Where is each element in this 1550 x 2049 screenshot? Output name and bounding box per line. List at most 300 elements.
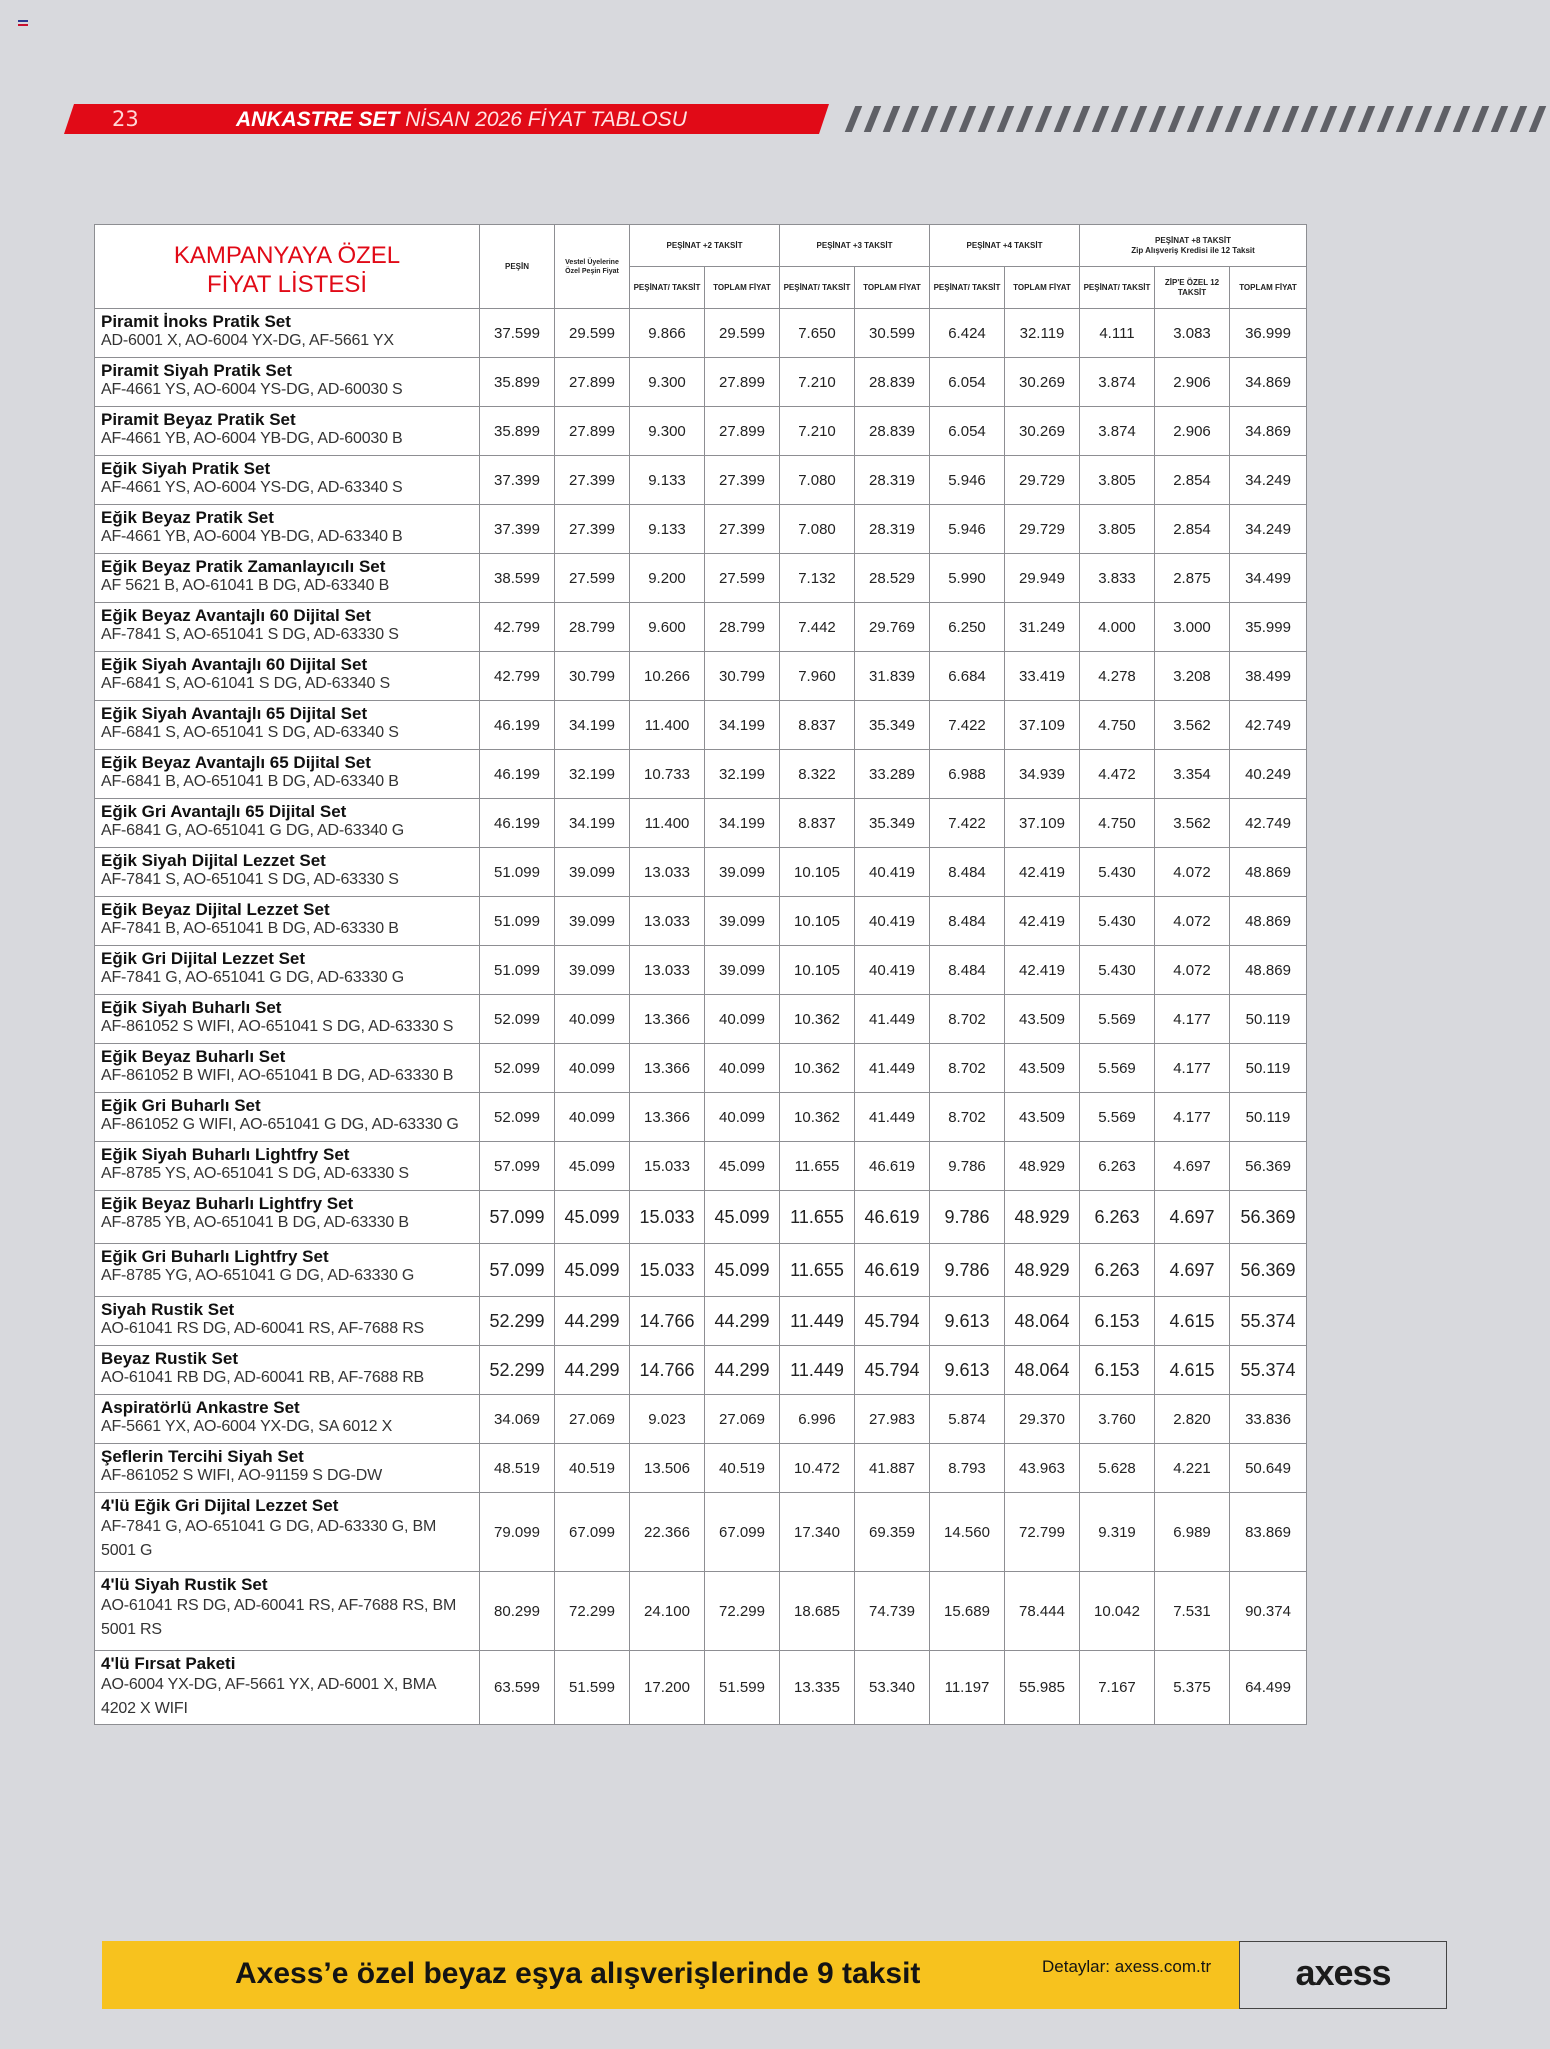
table-row [95,456,1307,505]
table-row [95,799,1307,848]
price-cell: 4.072 [1155,946,1230,995]
price-cell: 28.799 [705,603,780,652]
header-stripes [842,104,1542,134]
product-name: Eğik Siyah Avantajlı 60 Dijital Set [101,655,368,674]
product-models: AF-861052 S WIFI, AO-651041 S DG, AD-63330 S [101,1018,454,1035]
price-cell: 4.697 [1155,1191,1230,1244]
price-cell: 6.250 [930,603,1005,652]
price-cell: 5.569 [1080,1044,1155,1093]
price-cell: 10.733 [630,750,705,799]
price-cell: 31.839 [855,652,930,701]
price-cell: 28.839 [855,407,930,456]
price-cell: 5.375 [1155,1651,1230,1725]
price-cell: 2.820 [1155,1395,1230,1444]
product-cell [95,456,480,505]
axess-logo: axess [1295,1952,1391,1993]
price-cell: 33.836 [1230,1395,1307,1444]
table-row [95,750,1307,799]
price-cell: 56.369 [1230,1191,1307,1244]
price-cell: 35.899 [480,358,555,407]
product-name: 4'lü Eğik Gri Dijital Lezzet Set [101,1496,339,1515]
header-stripe [1263,106,1281,132]
price-cell: 10.105 [780,946,855,995]
table-row [95,652,1307,701]
price-cell: 7.080 [780,505,855,554]
price-cell: 51.599 [705,1651,780,1725]
product-cell [95,995,480,1044]
price-cell: 6.684 [930,652,1005,701]
price-cell: 8.837 [780,701,855,750]
price-cell: 35.349 [855,799,930,848]
price-cell: 57.099 [480,1244,555,1297]
header-stripe [902,106,920,132]
price-cell: 8.484 [930,897,1005,946]
price-cell: 6.054 [930,407,1005,456]
header-stripe [1016,106,1034,132]
price-cell: 31.249 [1005,603,1080,652]
price-cell: 5.628 [1080,1444,1155,1493]
price-cell: 8.837 [780,799,855,848]
header-stripe [1453,106,1471,132]
price-cell: 34.249 [1230,456,1307,505]
price-cell: 38.499 [1230,652,1307,701]
product-cell [95,1044,480,1093]
price-cell: 45.099 [705,1142,780,1191]
table-row [95,1044,1307,1093]
price-cell: 2.854 [1155,505,1230,554]
price-cell: 48.929 [1005,1142,1080,1191]
page-number: 23 [112,107,139,131]
price-cell: 43.509 [1005,1093,1080,1142]
price-cell: 44.299 [555,1297,630,1346]
price-cell: 13.366 [630,1093,705,1142]
table-row [95,1651,1307,1725]
product-name: Eğik Beyaz Avantajlı 65 Dijital Set [101,753,371,772]
product-models: AF-4661 YS, AO-6004 YS-DG, AD-63340 S [101,479,403,496]
price-cell: 69.359 [855,1493,930,1572]
product-name: Eğik Beyaz Pratik Set [101,508,274,527]
table-row [95,1572,1307,1651]
product-cell [95,750,480,799]
price-cell: 42.419 [1005,897,1080,946]
price-cell: 9.133 [630,456,705,505]
product-cell [95,358,480,407]
table-row [95,407,1307,456]
col-group-3-taksit: PEŞİNAT +3 TAKSİT [780,225,930,267]
product-name: Eğik Gri Avantajlı 65 Dijital Set [101,802,347,821]
product-cell [95,554,480,603]
price-cell: 7.960 [780,652,855,701]
product-models: AF-8785 YS, AO-651041 S DG, AD-63330 S [101,1165,409,1182]
price-cell: 13.366 [630,995,705,1044]
price-cell: 43.509 [1005,1044,1080,1093]
price-cell: 28.799 [555,603,630,652]
price-cell: 6.424 [930,309,1005,358]
price-cell: 9.200 [630,554,705,603]
price-cell: 4.111 [1080,309,1155,358]
price-cell: 46.619 [855,1142,930,1191]
price-cell: 46.619 [855,1244,930,1297]
price-cell: 29.729 [1005,456,1080,505]
header-stripe [1130,106,1148,132]
price-cell: 27.399 [555,456,630,505]
price-cell: 17.340 [780,1493,855,1572]
price-cell: 10.266 [630,652,705,701]
price-cell: 34.869 [1230,358,1307,407]
price-cell: 43.963 [1005,1444,1080,1493]
price-cell: 42.749 [1230,701,1307,750]
price-cell: 40.519 [705,1444,780,1493]
header-stripe [1358,106,1376,132]
table-row [95,505,1307,554]
price-cell: 4.278 [1080,652,1155,701]
price-cell: 4.615 [1155,1346,1230,1395]
price-cell: 11.655 [780,1191,855,1244]
price-cell: 35.899 [480,407,555,456]
price-cell: 10.362 [780,995,855,1044]
price-cell: 83.869 [1230,1493,1307,1572]
table-row [95,1191,1307,1244]
product-name: Eğik Beyaz Pratik Zamanlayıcılı Set [101,557,386,576]
price-cell: 27.399 [555,505,630,554]
price-cell: 46.199 [480,750,555,799]
price-cell: 45.099 [555,1191,630,1244]
price-cell: 33.289 [855,750,930,799]
table-row [95,1493,1307,1572]
price-cell: 8.702 [930,1093,1005,1142]
price-cell: 30.269 [1005,358,1080,407]
price-cell: 56.369 [1230,1244,1307,1297]
header-stripe [1206,106,1224,132]
price-cell: 27.899 [555,358,630,407]
price-cell: 4.750 [1080,701,1155,750]
price-cell: 79.099 [480,1493,555,1572]
price-cell: 4.177 [1155,1044,1230,1093]
product-models: AO-6004 YX-DG, AF-5661 YX, AD-6001 X, BMA 4202 X WIFI [101,1676,436,1717]
promo-banner-detail: Detaylar: axess.com.tr [1042,1957,1212,1976]
product-name: Piramit Beyaz Pratik Set [101,410,296,429]
price-cell: 9.786 [930,1191,1005,1244]
header-stripe [921,106,939,132]
price-cell: 78.444 [1005,1572,1080,1651]
price-cell: 2.875 [1155,554,1230,603]
price-cell: 4.472 [1080,750,1155,799]
price-cell: 6.153 [1080,1297,1155,1346]
col-header-vestel: Vestel Üyelerine Özel Peşin Fiyat [555,225,630,309]
header-stripe [1092,106,1110,132]
price-cell: 45.794 [855,1297,930,1346]
sub-header-pesinat-taksit: PEŞİNAT/ TAKSİT [930,267,1005,309]
price-cell: 36.999 [1230,309,1307,358]
price-cell: 46.199 [480,799,555,848]
price-cell: 2.906 [1155,358,1230,407]
price-cell: 42.799 [480,652,555,701]
product-cell [95,1651,480,1725]
product-cell [95,1297,480,1346]
price-cell: 29.949 [1005,554,1080,603]
price-cell: 48.929 [1005,1244,1080,1297]
price-cell: 11.655 [780,1244,855,1297]
header-stripe [1415,106,1433,132]
product-models: AF-8785 YB, AO-651041 B DG, AD-63330 B [101,1214,409,1231]
price-cell: 55.374 [1230,1297,1307,1346]
header-stripe [1529,106,1547,132]
price-cell: 34.199 [705,701,780,750]
sub-header-toplam: TOPLAM FİYAT [1230,267,1307,309]
price-cell: 44.299 [705,1346,780,1395]
price-cell: 72.299 [705,1572,780,1651]
col-group-2-taksit: PEŞİNAT +2 TAKSİT [630,225,780,267]
price-cell: 34.199 [555,799,630,848]
price-cell: 37.399 [480,456,555,505]
price-cell: 3.083 [1155,309,1230,358]
price-cell: 51.599 [555,1651,630,1725]
price-cell: 5.430 [1080,848,1155,897]
price-cell: 43.509 [1005,995,1080,1044]
price-cell: 14.766 [630,1297,705,1346]
corner-mark [18,20,28,28]
price-cell: 28.529 [855,554,930,603]
price-cell: 29.599 [705,309,780,358]
product-name: Aspiratörlü Ankastre Set [101,1398,300,1417]
header-stripe [1434,106,1452,132]
price-cell: 8.484 [930,946,1005,995]
price-cell: 40.099 [555,1093,630,1142]
product-models: AF-7841 G, AO-651041 G DG, AD-63330 G [101,969,404,986]
price-cell: 13.033 [630,848,705,897]
price-cell: 37.109 [1005,701,1080,750]
product-name: Eğik Gri Buharlı Lightfry Set [101,1247,329,1266]
price-cell: 7.422 [930,701,1005,750]
price-table-body [95,309,1307,1725]
price-cell: 9.600 [630,603,705,652]
price-cell: 4.177 [1155,1093,1230,1142]
price-cell: 3.805 [1080,505,1155,554]
price-cell: 27.899 [555,407,630,456]
price-cell: 30.599 [855,309,930,358]
product-name: Siyah Rustik Set [101,1300,235,1319]
price-cell: 27.069 [705,1395,780,1444]
price-cell: 10.362 [780,1044,855,1093]
price-cell: 3.874 [1080,407,1155,456]
product-models: AF-7841 G, AO-651041 G DG, AD-63330 G, BM 5001 G [101,1518,437,1559]
price-cell: 40.099 [705,1044,780,1093]
price-cell: 90.374 [1230,1572,1307,1651]
table-row [95,995,1307,1044]
product-name: Eğik Siyah Dijital Lezzet Set [101,851,326,870]
product-models: AF-6841 G, AO-651041 G DG, AD-63340 G [101,822,404,839]
product-name: Eğik Beyaz Avantajlı 60 Dijital Set [101,606,371,625]
product-models: AD-6001 X, AO-6004 YX-DG, AF-5661 YX [101,332,394,349]
sub-header-toplam: TOPLAM FİYAT [1005,267,1080,309]
price-cell: 50.119 [1230,1093,1307,1142]
price-cell: 10.105 [780,897,855,946]
sub-header-toplam: TOPLAM FİYAT [705,267,780,309]
price-cell: 8.484 [930,848,1005,897]
header-stripe [1377,106,1395,132]
price-cell: 63.599 [480,1651,555,1725]
price-cell: 39.099 [555,946,630,995]
price-cell: 13.033 [630,946,705,995]
product-name: Eğik Siyah Buharlı Lightfry Set [101,1145,350,1164]
header-stripe [940,106,958,132]
price-cell: 39.099 [705,848,780,897]
product-name: Piramit Siyah Pratik Set [101,361,292,380]
price-cell: 41.887 [855,1444,930,1493]
price-cell: 22.366 [630,1493,705,1572]
header-stripe [1225,106,1243,132]
price-cell: 80.299 [480,1572,555,1651]
price-cell: 9.786 [930,1244,1005,1297]
price-cell: 6.989 [1155,1493,1230,1572]
price-cell: 28.319 [855,456,930,505]
price-cell: 3.562 [1155,799,1230,848]
price-cell: 48.929 [1005,1191,1080,1244]
product-name: Beyaz Rustik Set [101,1349,238,1368]
price-cell: 27.399 [705,456,780,505]
price-cell: 72.799 [1005,1493,1080,1572]
header-stripe [978,106,996,132]
price-cell: 29.729 [1005,505,1080,554]
sub-header-pesinat-taksit: PEŞİNAT/ TAKSİT [1080,267,1155,309]
price-cell: 4.072 [1155,848,1230,897]
product-models: AF-8785 YG, AO-651041 G DG, AD-63330 G [101,1267,415,1284]
product-cell [95,848,480,897]
table-row [95,1395,1307,1444]
product-cell [95,1191,480,1244]
product-cell [95,799,480,848]
price-cell: 15.689 [930,1572,1005,1651]
price-cell: 33.419 [1005,652,1080,701]
price-cell: 45.794 [855,1346,930,1395]
price-cell: 6.153 [1080,1346,1155,1395]
price-cell: 2.854 [1155,456,1230,505]
price-cell: 28.839 [855,358,930,407]
price-cell: 5.946 [930,505,1005,554]
col-group-4-taksit: PEŞİNAT +4 TAKSİT [930,225,1080,267]
price-cell: 7.080 [780,456,855,505]
price-cell: 37.399 [480,505,555,554]
price-cell: 52.299 [480,1297,555,1346]
price-cell: 13.366 [630,1044,705,1093]
product-cell [95,505,480,554]
price-cell: 34.199 [705,799,780,848]
header-stripe [1168,106,1186,132]
price-cell: 37.109 [1005,799,1080,848]
price-cell: 9.133 [630,505,705,554]
price-cell: 11.655 [780,1142,855,1191]
price-cell: 32.199 [705,750,780,799]
price-cell: 48.869 [1230,946,1307,995]
price-cell: 13.033 [630,897,705,946]
header-stripe [845,106,863,132]
header-stripe [1510,106,1528,132]
price-cell: 4.072 [1155,897,1230,946]
price-cell: 40.099 [705,995,780,1044]
header-stripe [1111,106,1129,132]
table-row [95,848,1307,897]
product-cell [95,1395,480,1444]
price-cell: 10.362 [780,1093,855,1142]
header-stripe [997,106,1015,132]
header-stripe [1035,106,1053,132]
product-name: 4'lü Fırsat Paketi [101,1654,236,1673]
price-cell: 3.354 [1155,750,1230,799]
table-title [95,225,480,309]
product-models: AO-61041 RS DG, AD-60041 RS, AF-7688 RS [101,1320,425,1337]
price-cell: 11.400 [630,701,705,750]
price-cell: 13.335 [780,1651,855,1725]
price-cell: 37.599 [480,309,555,358]
product-models: AF-861052 S WIFI, AO-91159 S DG-DW [101,1467,382,1484]
header-stripe [1149,106,1167,132]
price-cell: 8.322 [780,750,855,799]
product-models: AO-61041 RB DG, AD-60041 RB, AF-7688 RB [101,1369,425,1386]
price-cell: 27.599 [555,554,630,603]
price-cell: 4.000 [1080,603,1155,652]
header-stripe [1282,106,1300,132]
header-stripe [883,106,901,132]
product-models: AO-61041 RS DG, AD-60041 RS, AF-7688 RS, BM 5001 RS [101,1597,457,1638]
product-models: AF-7841 B, AO-651041 B DG, AD-63330 B [101,920,399,937]
price-cell: 30.799 [555,652,630,701]
price-cell: 6.263 [1080,1244,1155,1297]
table-row [95,554,1307,603]
table-title-line2: FİYAT LİSTESİ [206,270,368,298]
table-row [95,701,1307,750]
price-cell: 50.649 [1230,1444,1307,1493]
price-cell: 10.105 [780,848,855,897]
price-cell: 34.939 [1005,750,1080,799]
sub-header-pesinat-taksit: PEŞİNAT/ TAKSİT [630,267,705,309]
price-cell: 15.033 [630,1244,705,1297]
price-table [94,224,1307,1725]
price-cell: 27.069 [555,1395,630,1444]
product-name: Şeflerin Tercihi Siyah Set [101,1447,304,1466]
table-row [95,897,1307,946]
price-cell: 4.177 [1155,995,1230,1044]
product-name: Eğik Beyaz Buharlı Set [101,1047,286,1066]
product-cell [95,1346,480,1395]
price-cell: 32.199 [555,750,630,799]
price-cell: 3.562 [1155,701,1230,750]
product-cell [95,1444,480,1493]
price-cell: 30.799 [705,652,780,701]
price-cell: 51.099 [480,848,555,897]
price-cell: 40.419 [855,946,930,995]
price-cell: 46.619 [855,1191,930,1244]
price-cell: 4.697 [1155,1142,1230,1191]
col-group-8-line2: Zip Alışveriş Kredisi ile 12 Taksit [1131,245,1255,255]
price-cell: 55.985 [1005,1651,1080,1725]
product-name: Eğik Siyah Pratik Set [101,459,271,478]
price-cell: 45.099 [555,1142,630,1191]
product-cell [95,1093,480,1142]
price-cell: 6.054 [930,358,1005,407]
price-cell: 9.300 [630,358,705,407]
price-cell: 24.100 [630,1572,705,1651]
price-cell: 14.560 [930,1493,1005,1572]
header-stripe [1472,106,1490,132]
price-cell: 6.263 [1080,1191,1155,1244]
price-cell: 48.064 [1005,1346,1080,1395]
price-cell: 53.340 [855,1651,930,1725]
price-cell: 5.430 [1080,946,1155,995]
price-cell: 3.805 [1080,456,1155,505]
header-stripe [1320,106,1338,132]
price-cell: 14.766 [630,1346,705,1395]
price-cell: 52.299 [480,1346,555,1395]
